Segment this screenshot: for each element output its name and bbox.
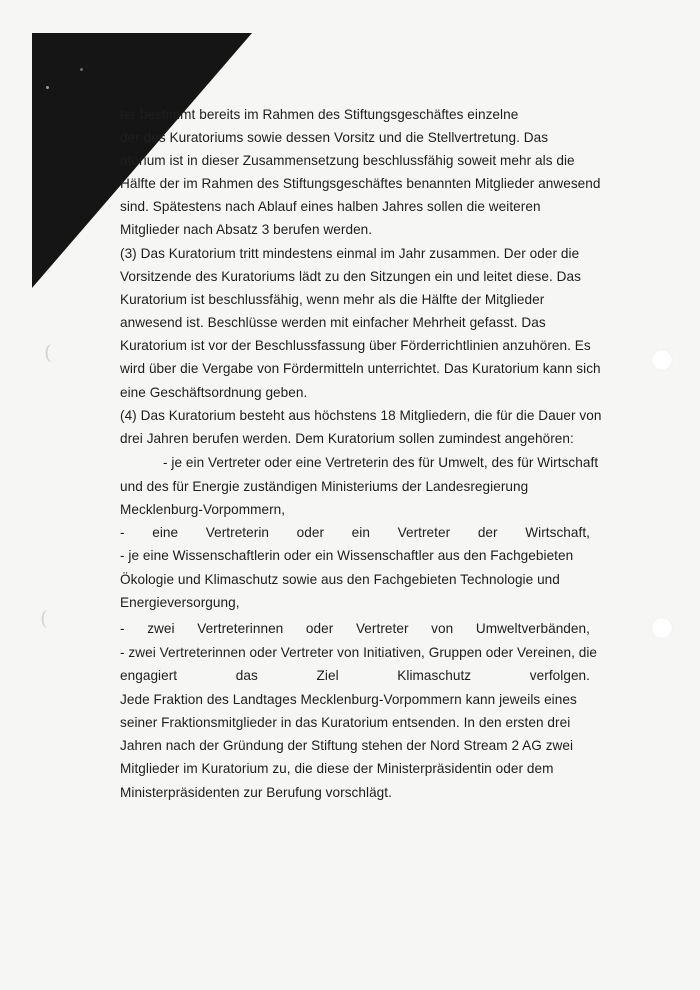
punch-hole — [652, 350, 672, 370]
text-line: Hälfte der im Rahmen des Stiftungsgeschäftes benannten Mitglieder anwesend — [120, 176, 601, 191]
word: verfolgen. — [529, 668, 590, 683]
text-line: Kuratorium ist beschlussfähig, wenn mehr als die Hälfte der Mitglieder — [120, 292, 545, 307]
text-line-justified — [120, 668, 590, 684]
text-line: Mecklenburg-Vorpommern, — [120, 502, 286, 517]
word: Vertreterinnen — [197, 621, 284, 636]
text-line: - zwei Vertreterinnen oder Vertreter von Initiativen, Gruppen oder Vereinen, die — [120, 645, 598, 660]
text-line: Jede Fraktion des Landtages Mecklenburg-Vorpommern kann jeweils eines — [120, 692, 577, 707]
text-line: (3) Das Kuratorium tritt mindestens einmal im Jahr zusammen. Der oder die — [120, 246, 580, 261]
text-line: Vorsitzende des Kuratoriums lädt zu den Sitzungen ein und leitet diese. Das — [120, 269, 581, 284]
word: der — [477, 525, 498, 540]
text-line: eine Geschäftsordnung geben. — [120, 385, 308, 400]
word: - — [120, 621, 125, 636]
text-line: und des für Energie zuständigen Ministeriums der Landesregierung — [120, 479, 529, 494]
scan-speck — [80, 68, 83, 71]
text-line: wird über die Vergabe von Fördermitteln unterrichtet. Das Kuratorium kann sich — [120, 361, 601, 376]
word: Vertreter — [355, 621, 409, 636]
text-line-justified — [120, 621, 590, 637]
text-line: Mitglieder im Kuratorium zu, die diese der Ministerpräsidentin oder dem — [120, 761, 554, 776]
faint-scan-mark: ( — [40, 606, 48, 630]
word: ein — [351, 525, 370, 540]
text-line: (4) Das Kuratorium besteht aus höchstens 18 Mitgliedern, die für die Dauer von — [120, 408, 602, 423]
text-line: drei Jahren berufen werden. Dem Kuratorium sollen zumindest angehören: — [120, 431, 574, 446]
text-line: Ökologie und Klimaschutz sowie aus den Fachgebieten Technologie und — [120, 572, 560, 587]
scan-speck — [46, 86, 49, 89]
faint-scan-mark: ( — [44, 340, 52, 364]
text-line: Mitglieder nach Absatz 3 berufen werden. — [120, 222, 373, 237]
punch-hole — [652, 618, 672, 638]
word: Ziel — [316, 668, 339, 683]
word: oder — [305, 621, 334, 636]
word: oder — [296, 525, 325, 540]
text-line: sind. Spätestens nach Ablauf eines halben Jahres sollen die weiteren — [120, 199, 541, 214]
word: eine — [152, 525, 179, 540]
text-line: seiner Fraktionsmitglieder in das Kuratorium entsenden. In den ersten drei — [120, 715, 571, 730]
text-line: anwesend ist. Beschlüsse werden mit einfacher Mehrheit gefasst. Das — [120, 315, 546, 330]
word: Umweltverbänden, — [475, 621, 590, 636]
text-line-justified — [120, 525, 590, 541]
word: Vertreter — [397, 525, 451, 540]
word: zwei — [147, 621, 175, 636]
word: - — [120, 525, 125, 540]
text-line: Ministerpräsidenten zur Berufung vorschlägt. — [120, 785, 392, 800]
text-line: atorium ist in dieser Zusammensetzung beschlussfähig soweit mehr als die — [120, 153, 575, 168]
word: Wirtschaft, — [525, 525, 590, 540]
text-line: Jahren nach der Gründung der Stiftung stehen der Nord Stream 2 AG zwei — [120, 738, 574, 753]
text-line: - je ein Vertreter oder eine Vertreterin des für Umwelt, des für Wirtschaft — [163, 455, 599, 470]
text-line: Energieversorgung, — [120, 595, 240, 610]
text-line: Kuratorium ist vor der Beschlussfassung über Förderrichtlinien anzuhören. Es — [120, 338, 591, 353]
word: das — [235, 668, 258, 683]
text-line: der des Kuratoriums sowie dessen Vorsitz und die Stellvertretung. Das — [120, 130, 549, 145]
word: engagiert — [120, 668, 178, 683]
text-line: - je eine Wissenschaftlerin oder ein Wissenschaftler aus den Fachgebieten — [120, 548, 574, 563]
word: Vertreterin — [205, 525, 269, 540]
word: Klimaschutz — [397, 668, 472, 683]
word: von — [431, 621, 454, 636]
text-line: ter bestimmt bereits im Rahmen des Stiftungsgeschäftes einzelne — [120, 107, 519, 122]
